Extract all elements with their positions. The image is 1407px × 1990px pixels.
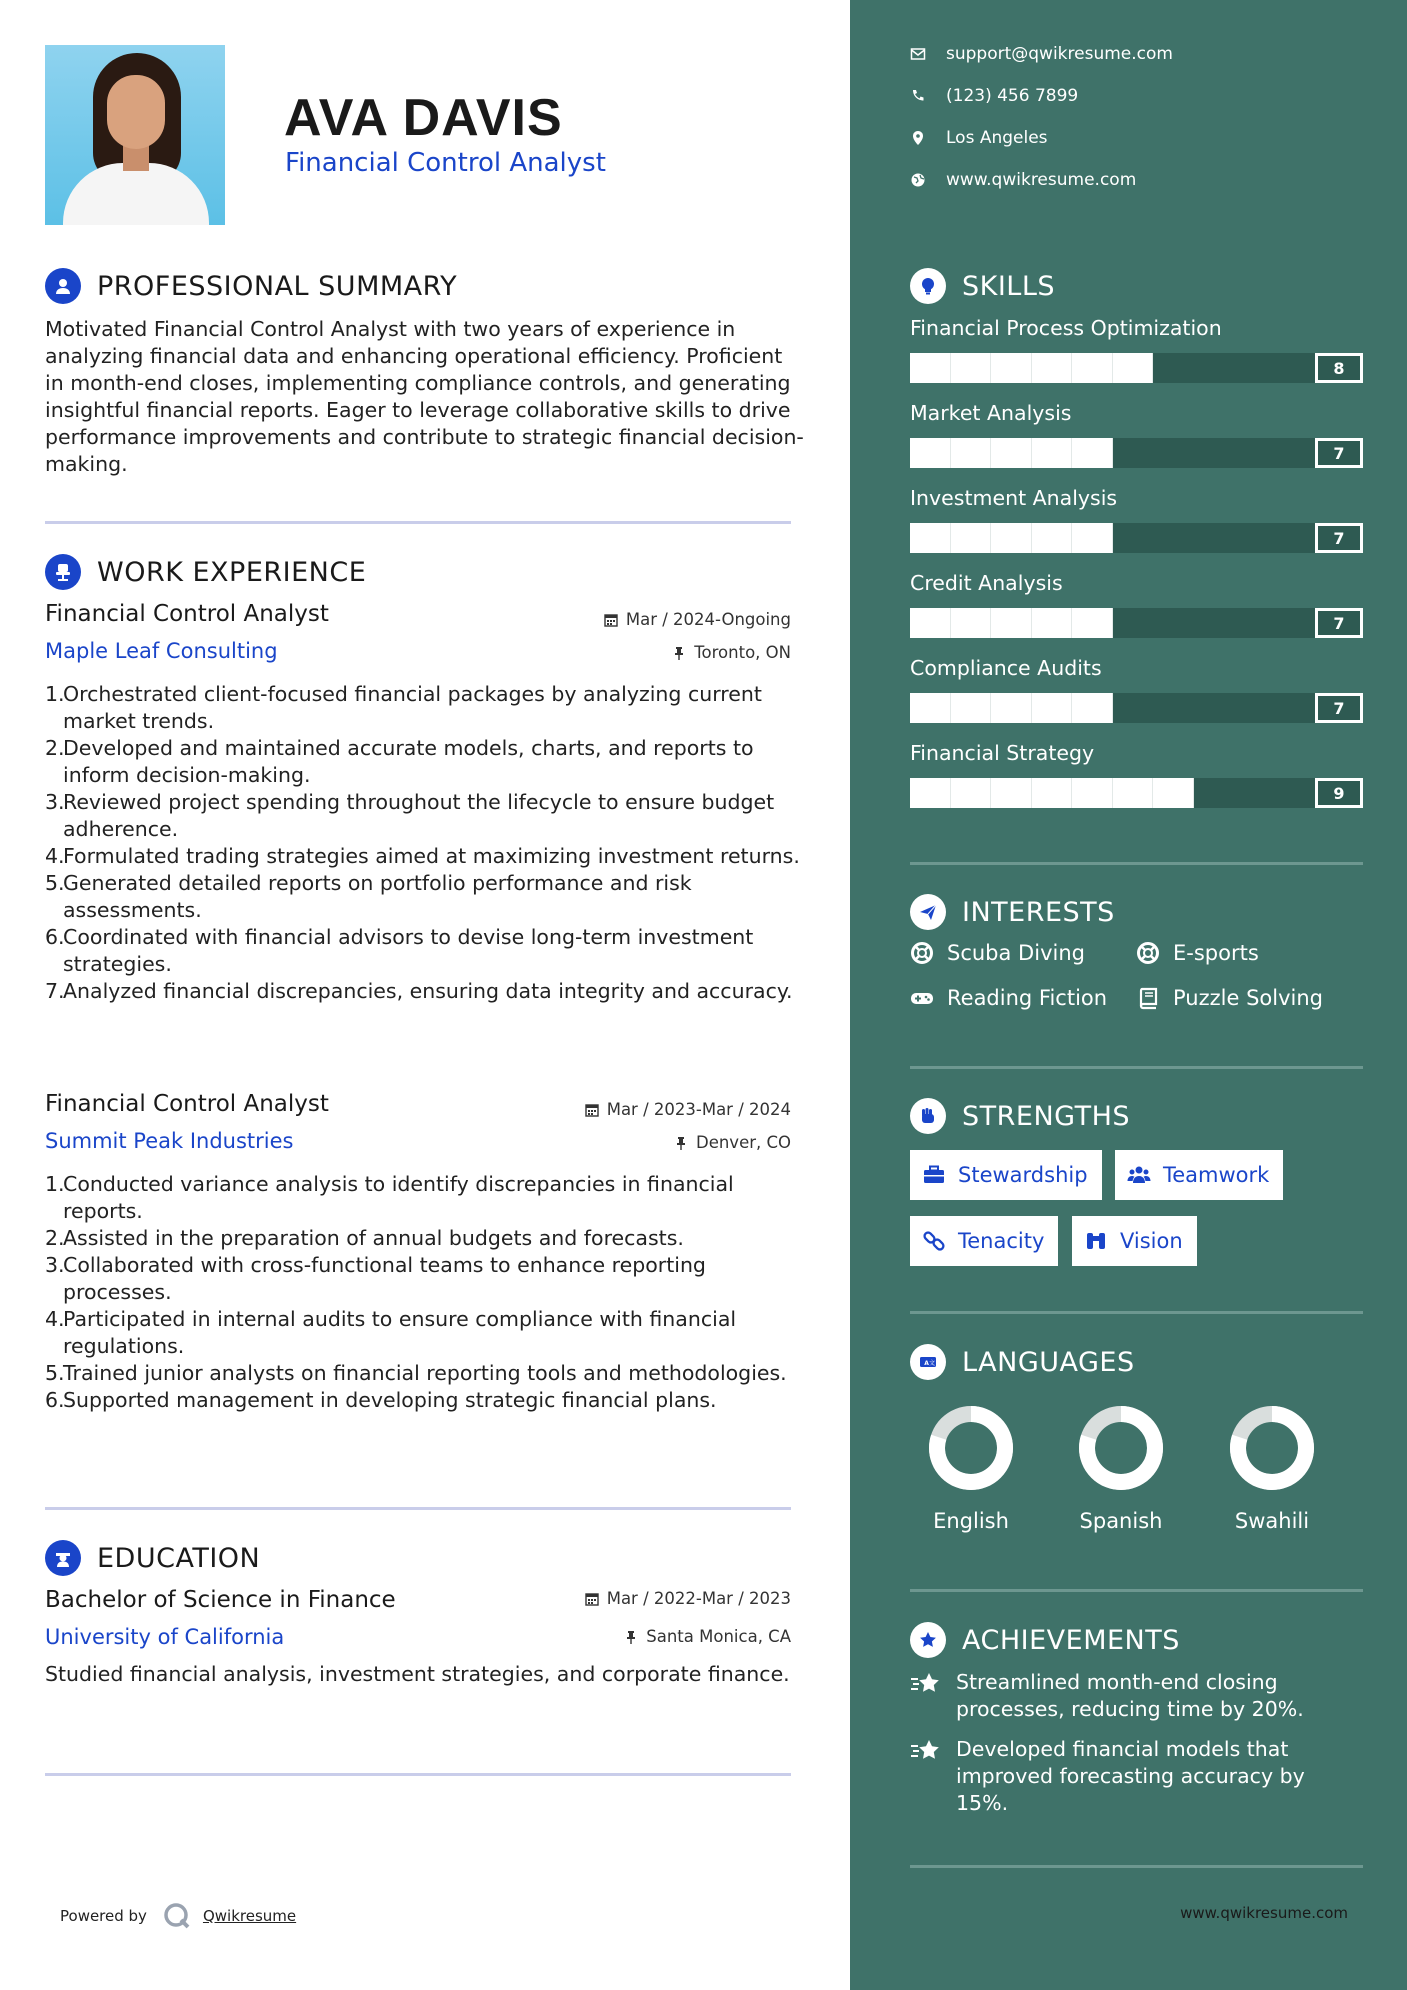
strength-tenacity: Tenacity	[910, 1216, 1058, 1266]
globe-icon	[910, 172, 926, 188]
skill-level: 8	[1315, 353, 1363, 383]
company-name: Summit Peak Industries	[45, 1129, 294, 1153]
education-location: Santa Monica, CA	[624, 1627, 791, 1646]
skill-name: Financial Strategy	[910, 741, 1095, 765]
divider	[910, 1865, 1363, 1868]
skill-name: Credit Analysis	[910, 571, 1063, 595]
svg-text:文: 文	[929, 1360, 936, 1367]
contact-phone[interactable]: (123) 456 7899	[910, 86, 1078, 106]
summary-heading: PROFESSIONAL SUMMARY	[97, 270, 458, 302]
skill-bar-segment	[910, 778, 951, 808]
graduate-icon	[45, 1540, 81, 1576]
list-item: 4. Participated in internal audits to ensure compliance with financial regulations.	[45, 1307, 737, 1358]
skill-bar-segment	[1153, 778, 1194, 808]
skill-name: Investment Analysis	[910, 486, 1118, 510]
skill-bar-segment	[991, 353, 1032, 383]
list-item: 2. Assisted in the preparation of annual budgets and forecasts.	[45, 1226, 684, 1250]
divider	[45, 521, 791, 524]
list-item: 6. Supported management in developing strategic financial plans.	[45, 1388, 717, 1412]
job-title: Financial Control Analyst	[45, 1091, 329, 1117]
skills-heading: SKILLS	[962, 270, 1056, 302]
interest-reading-fiction: Reading Fiction	[910, 986, 1107, 1010]
language-name: Spanish	[1079, 1509, 1163, 1533]
language-name: English	[933, 1509, 1009, 1533]
skill-bar-segment	[991, 523, 1032, 553]
job-bullets	[45, 681, 805, 1005]
achievements-section-header	[910, 1622, 1180, 1658]
language-item	[1197, 1405, 1347, 1533]
education-heading: EDUCATION	[97, 1542, 261, 1574]
language-item	[1046, 1405, 1196, 1533]
experience-heading: WORK EXPERIENCE	[97, 556, 367, 588]
skill-bar-segment	[1032, 608, 1073, 638]
interest-e-sports: E-sports	[1136, 941, 1259, 965]
list-item: 6. Coordinated with financial advisors to devise long-term investment strategies.	[45, 925, 754, 976]
candidate-name: AVA DAVIS	[284, 89, 563, 147]
contact-location: Los Angeles	[910, 128, 1048, 148]
summary-section-header	[45, 268, 457, 304]
link-icon	[922, 1229, 946, 1253]
pin-icon	[624, 1630, 638, 1644]
experience-section-header	[45, 554, 366, 590]
school-name: University of California	[45, 1625, 285, 1649]
briefcase-icon	[922, 1163, 946, 1187]
skill-bar-segment	[1113, 353, 1154, 383]
list-item: 5. Trained junior analysts on financial reporting tools and methodologies.	[45, 1361, 787, 1385]
language-ring	[928, 1405, 1014, 1491]
divider	[910, 1589, 1363, 1592]
interests-heading: INTERESTS	[962, 896, 1115, 928]
achievements-heading: ACHIEVEMENTS	[962, 1624, 1180, 1656]
skill-bar-segment	[1032, 523, 1073, 553]
job-dates: Mar / 2024-Ongoing	[604, 610, 791, 629]
job-dates: Mar / 2023-Mar / 2024	[585, 1100, 791, 1119]
list-item: 3. Collaborated with cross-functional teams to enhance reporting processes.	[45, 1253, 706, 1304]
qwikresume-link[interactable]: Qwikresume	[202, 1907, 297, 1925]
skill-bar-segment	[1032, 778, 1073, 808]
skill-bar-segment	[951, 693, 992, 723]
powered-by: Powered by Qwikresume	[60, 1902, 296, 1930]
footer-website[interactable]: www.qwikresume.com	[1180, 1904, 1348, 1922]
list-item: 1. Orchestrated client-focused financial packages by analyzing current market trends.	[45, 682, 762, 733]
education-section-header	[45, 1540, 260, 1576]
skill-bar-segment	[991, 693, 1032, 723]
skill-bar-segment	[1072, 778, 1113, 808]
phone-icon	[910, 88, 926, 104]
lifebuoy-icon	[910, 941, 934, 965]
skill-bar	[910, 353, 1315, 383]
achievement-item: Developed financial models that improved forecasting accuracy by 15%.	[910, 1736, 1350, 1817]
strength-teamwork: Teamwork	[1115, 1150, 1283, 1200]
skill-bar-segment	[1032, 438, 1073, 468]
skill-bar-segment	[1072, 438, 1113, 468]
divider	[45, 1507, 791, 1510]
skill-bar-segment	[910, 523, 951, 553]
contact-website[interactable]: www.qwikresume.com	[910, 170, 1136, 190]
user-icon	[45, 268, 81, 304]
skill-level: 9	[1315, 778, 1363, 808]
skill-level: 7	[1315, 523, 1363, 553]
skill-bar-segment	[910, 353, 951, 383]
interests-section-header	[910, 894, 1115, 930]
skill-bar-segment	[910, 693, 951, 723]
education-dates: Mar / 2022-Mar / 2023	[585, 1589, 791, 1608]
skill-bar	[910, 438, 1315, 468]
skill-bar-segment	[991, 608, 1032, 638]
skill-bar-segment	[991, 778, 1032, 808]
language-ring	[1078, 1405, 1164, 1491]
star-icon	[910, 1671, 942, 1699]
skill-bar-segment	[951, 353, 992, 383]
lightbulb-icon	[910, 268, 946, 304]
list-item: 3. Reviewed project spending throughout the lifecycle to ensure budget adherence.	[45, 790, 775, 841]
sidebar	[850, 0, 1407, 1990]
skill-bar-segment	[991, 438, 1032, 468]
job-title: Financial Control Analyst	[45, 601, 329, 627]
language-name: Swahili	[1234, 1509, 1310, 1533]
skill-name: Compliance Audits	[910, 656, 1102, 680]
skill-bar-segment	[951, 778, 992, 808]
list-item: 1. Conducted variance analysis to identify discrepancies in financial reports.	[45, 1172, 734, 1223]
list-item: 2. Developed and maintained accurate models, charts, and reports to inform decision-making.	[45, 736, 754, 787]
language-item	[896, 1405, 1046, 1533]
calendar-icon	[604, 613, 618, 627]
job-location: Denver, CO	[674, 1133, 791, 1152]
divider	[45, 1773, 791, 1776]
svg-text:A: A	[924, 1360, 929, 1367]
chair-icon	[45, 554, 81, 590]
profile-photo	[45, 45, 225, 225]
skill-bar-segment	[910, 438, 951, 468]
skill-bar	[910, 778, 1315, 808]
skill-bar-segment	[910, 608, 951, 638]
languages-heading: LANGUAGES	[962, 1346, 1135, 1378]
skill-level: 7	[1315, 608, 1363, 638]
qwikresume-logo-icon	[163, 1902, 191, 1930]
envelope-icon	[910, 46, 926, 62]
calendar-icon	[585, 1103, 599, 1117]
skill-bar-segment	[1032, 693, 1073, 723]
skill-level: 7	[1315, 438, 1363, 468]
achievement-item: Streamlined month-end closing processes, reducing time by 20%.	[910, 1669, 1350, 1723]
strengths-section-header	[910, 1098, 1130, 1134]
pin-icon	[674, 1136, 688, 1150]
skills-section-header	[910, 268, 1055, 304]
skill-bar-segment	[1072, 608, 1113, 638]
divider	[910, 1066, 1363, 1069]
languages-section-header	[910, 1344, 1135, 1380]
skill-bar-segment	[1072, 353, 1113, 383]
skill-bar	[910, 523, 1315, 553]
calendar-icon	[585, 1592, 599, 1606]
interest-puzzle-solving: Puzzle Solving	[1136, 986, 1323, 1010]
list-item: 4. Formulated trading strategies aimed at maximizing investment returns.	[45, 844, 800, 868]
pin-icon	[672, 646, 686, 660]
job-bullets	[45, 1171, 805, 1414]
skill-name: Market Analysis	[910, 401, 1072, 425]
skill-bar-segment	[1032, 353, 1073, 383]
skill-bar	[910, 693, 1315, 723]
skill-bar-segment	[951, 438, 992, 468]
skill-level: 7	[1315, 693, 1363, 723]
skill-bar-segment	[951, 523, 992, 553]
language-ring	[1229, 1405, 1315, 1491]
book-icon	[1136, 986, 1160, 1010]
map-marker-icon	[910, 130, 926, 146]
star-badge-icon	[910, 1622, 946, 1658]
strength-vision: Vision	[1072, 1216, 1197, 1266]
star-icon	[910, 1738, 942, 1766]
company-name: Maple Leaf Consulting	[45, 639, 278, 663]
education-description: Studied financial analysis, investment strategies, and corporate finance.	[45, 1662, 790, 1686]
skill-name: Financial Process Optimization	[910, 316, 1222, 340]
summary-text: Motivated Financial Control Analyst with two years of experience in analyzing financial data and enhancing operational efficiency. Proficient in month-end closes, implementing compliance controls, and generating insightful financial reports. Eager to leverage collaborative skills to drive performance improvements and contribute to strategic financial decision-making.	[45, 317, 804, 476]
interest-scuba-diving: Scuba Diving	[910, 941, 1085, 965]
skill-bar-segment	[1072, 693, 1113, 723]
candidate-title: Financial Control Analyst	[285, 148, 606, 178]
list-item: 5. Generated detailed reports on portfolio performance and risk assessments.	[45, 871, 692, 922]
degree: Bachelor of Science in Finance	[45, 1587, 396, 1613]
list-item: 7. Analyzed financial discrepancies, ensuring data integrity and accuracy.	[45, 979, 793, 1003]
users-icon	[1127, 1163, 1151, 1187]
lifebuoy-icon	[1136, 941, 1160, 965]
binoculars-icon	[1084, 1229, 1108, 1253]
skill-bar-segment	[951, 608, 992, 638]
fist-icon	[910, 1098, 946, 1134]
skill-bar-segment	[1113, 778, 1154, 808]
job-location: Toronto, ON	[672, 643, 791, 662]
contact-email[interactable]: support@qwikresume.com	[910, 44, 1173, 64]
divider	[910, 1311, 1363, 1314]
strengths-heading: STRENGTHS	[962, 1100, 1131, 1132]
gamepad-icon	[910, 986, 934, 1010]
skill-bar	[910, 608, 1315, 638]
paper-plane-icon	[910, 894, 946, 930]
strength-stewardship: Stewardship	[910, 1150, 1102, 1200]
translate-icon	[910, 1344, 946, 1380]
divider	[910, 862, 1363, 865]
skill-bar-segment	[1072, 523, 1113, 553]
